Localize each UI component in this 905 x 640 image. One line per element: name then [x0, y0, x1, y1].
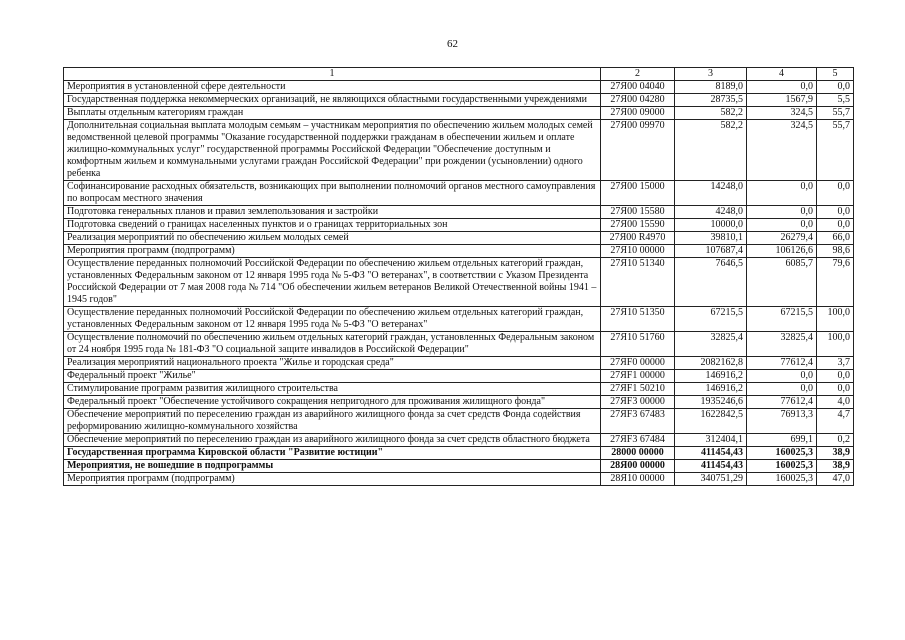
row-actual-cell: 0,0 — [747, 383, 817, 396]
table-row — [64, 206, 854, 219]
row-percent-cell: 0,0 — [817, 219, 854, 232]
column-header: 4 — [747, 68, 817, 81]
row-percent-cell: 38,9 — [817, 460, 854, 473]
row-name-cell: Подготовка генеральных планов и правил землепользования и застройки — [64, 206, 601, 219]
row-actual-cell: 6085,7 — [747, 258, 817, 307]
row-actual-cell: 0,0 — [747, 181, 817, 206]
table-row — [64, 232, 854, 245]
row-name-cell: Мероприятия программ (подпрограмм) — [64, 473, 601, 486]
row-code-cell: 27ЯF1 50210 — [601, 383, 675, 396]
row-name-cell: Подготовка сведений о границах населенных пунктов и о границах территориальных зон — [64, 219, 601, 232]
row-code-cell: 27ЯF3 00000 — [601, 396, 675, 409]
table-row — [64, 332, 854, 357]
row-code-cell: 27Я00 15000 — [601, 181, 675, 206]
row-code-cell: 27Я10 51760 — [601, 332, 675, 357]
table-header-row — [64, 68, 854, 81]
table-row — [64, 383, 854, 396]
row-plan-cell: 582,2 — [675, 107, 747, 120]
row-code-cell: 27Я10 00000 — [601, 245, 675, 258]
row-name-cell: Мероприятия программ (подпрограмм) — [64, 245, 601, 258]
row-plan-cell: 1622842,5 — [675, 409, 747, 434]
row-code-cell: 27Я10 51340 — [601, 258, 675, 307]
row-plan-cell: 312404,1 — [675, 434, 747, 447]
table-row — [64, 434, 854, 447]
row-name-cell: Государственная программа Кировской области "Развитие юстиции" — [64, 447, 601, 460]
row-percent-cell: 98,6 — [817, 245, 854, 258]
row-name-cell: Дополнительная социальная выплата молодым семьям – участникам мероприятия по обеспечению жильем молодых семей ведомственной целевой программы "Оказание государственной поддержки гражданам в обеспечении жильем и оплате жилищно-коммунальных услуг" государственной программы Российской Федерации "Обеспечение доступным и комфортным жильем и коммунальными услугами граждан Российской Федерации" при рождении (усыновлении) одного ребенка — [64, 120, 601, 181]
row-plan-cell: 1935246,6 — [675, 396, 747, 409]
row-plan-cell: 10000,0 — [675, 219, 747, 232]
table-row — [64, 307, 854, 332]
row-actual-cell: 160025,3 — [747, 460, 817, 473]
table-row — [64, 258, 854, 307]
row-name-cell: Осуществление переданных полномочий Российской Федерации по обеспечению жильем отдельных категорий граждан, установленных Федеральным законом от 12 января 1995 года № 5-ФЗ "О ветеранах", в соответствии с Указом Президента Российской Федерации от 7 мая 2008 года № 714 "Об обеспечении жильем ветеранов Великой Отечественной войны 1941 – 1945 годов" — [64, 258, 601, 307]
row-name-cell: Осуществление полномочий по обеспечению жильем отдельных категорий граждан, установленных Федеральным законом от 24 ноября 1995 года № 181-ФЗ "О социальной защите инвалидов в Российской Федерации" — [64, 332, 601, 357]
row-code-cell: 28Я00 00000 — [601, 460, 675, 473]
table-row — [64, 81, 854, 94]
row-plan-cell: 14248,0 — [675, 181, 747, 206]
row-percent-cell: 38,9 — [817, 447, 854, 460]
row-percent-cell: 0,2 — [817, 434, 854, 447]
row-code-cell: 27Я00 04040 — [601, 81, 675, 94]
row-percent-cell: 47,0 — [817, 473, 854, 486]
table-row — [64, 396, 854, 409]
row-name-cell: Обеспечение мероприятий по переселению граждан из аварийного жилищного фонда за счет средств областного бюджета — [64, 434, 601, 447]
row-actual-cell: 67215,5 — [747, 307, 817, 332]
row-plan-cell: 2082162,8 — [675, 357, 747, 370]
row-actual-cell: 0,0 — [747, 370, 817, 383]
row-code-cell: 27Я00 09970 — [601, 120, 675, 181]
table-row — [64, 219, 854, 232]
row-code-cell: 27Я00 09000 — [601, 107, 675, 120]
row-plan-cell: 146916,2 — [675, 370, 747, 383]
row-actual-cell: 106126,6 — [747, 245, 817, 258]
row-plan-cell: 39810,1 — [675, 232, 747, 245]
table-row — [64, 181, 854, 206]
row-code-cell: 27Я00 04280 — [601, 94, 675, 107]
row-name-cell: Софинансирование расходных обязательств, возникающих при выполнении полномочий органов местного самоуправления по вопросам местного значения — [64, 181, 601, 206]
row-actual-cell: 77612,4 — [747, 357, 817, 370]
row-actual-cell: 77612,4 — [747, 396, 817, 409]
row-code-cell: 28000 00000 — [601, 447, 675, 460]
row-actual-cell: 1567,9 — [747, 94, 817, 107]
row-name-cell: Федеральный проект "Обеспечение устойчивого сокращения непригодного для проживания жилищного фонда" — [64, 396, 601, 409]
row-percent-cell: 55,7 — [817, 120, 854, 181]
row-plan-cell: 146916,2 — [675, 383, 747, 396]
row-actual-cell: 699,1 — [747, 434, 817, 447]
row-code-cell: 27ЯF1 00000 — [601, 370, 675, 383]
row-actual-cell: 32825,4 — [747, 332, 817, 357]
row-percent-cell: 0,0 — [817, 81, 854, 94]
table-row — [64, 473, 854, 486]
row-percent-cell: 79,6 — [817, 258, 854, 307]
row-plan-cell: 411454,43 — [675, 460, 747, 473]
table-row — [64, 370, 854, 383]
row-code-cell: 27Я10 51350 — [601, 307, 675, 332]
row-name-cell: Обеспечение мероприятий по переселению граждан из аварийного жилищного фонда за счет средств Фонда содействия реформированию жилищно-коммунального хозяйства — [64, 409, 601, 434]
row-actual-cell: 0,0 — [747, 206, 817, 219]
row-code-cell: 27Я00 R4970 — [601, 232, 675, 245]
table-row — [64, 120, 854, 181]
row-name-cell: Реализация мероприятий по обеспечению жильем молодых семей — [64, 232, 601, 245]
page-number: 62 — [447, 38, 458, 50]
row-plan-cell: 28735,5 — [675, 94, 747, 107]
row-plan-cell: 411454,43 — [675, 447, 747, 460]
row-percent-cell: 100,0 — [817, 332, 854, 357]
row-percent-cell: 0,0 — [817, 383, 854, 396]
table-row — [64, 357, 854, 370]
table-row — [64, 245, 854, 258]
row-percent-cell: 0,0 — [817, 370, 854, 383]
row-name-cell: Выплаты отдельным категориям граждан — [64, 107, 601, 120]
row-actual-cell: 324,5 — [747, 107, 817, 120]
row-percent-cell: 4,0 — [817, 396, 854, 409]
row-percent-cell: 4,7 — [817, 409, 854, 434]
column-header: 2 — [601, 68, 675, 81]
row-percent-cell: 100,0 — [817, 307, 854, 332]
row-percent-cell: 3,7 — [817, 357, 854, 370]
row-plan-cell: 107687,4 — [675, 245, 747, 258]
column-header: 5 — [817, 68, 854, 81]
row-actual-cell: 26279,4 — [747, 232, 817, 245]
row-name-cell: Реализация мероприятий национального проекта "Жилье и городская среда" — [64, 357, 601, 370]
row-percent-cell: 0,0 — [817, 206, 854, 219]
row-percent-cell: 0,0 — [817, 181, 854, 206]
column-header: 3 — [675, 68, 747, 81]
row-actual-cell: 160025,3 — [747, 473, 817, 486]
row-actual-cell: 0,0 — [747, 81, 817, 94]
row-percent-cell: 66,0 — [817, 232, 854, 245]
table-row — [64, 409, 854, 434]
row-code-cell: 28Я10 00000 — [601, 473, 675, 486]
table-row — [64, 107, 854, 120]
table-row — [64, 94, 854, 107]
row-percent-cell: 55,7 — [817, 107, 854, 120]
row-name-cell: Стимулирование программ развития жилищного строительства — [64, 383, 601, 396]
table-row — [64, 460, 854, 473]
row-name-cell: Государственная поддержка некоммерческих организаций, не являющихся областными государственными учреждениями — [64, 94, 601, 107]
row-plan-cell: 4248,0 — [675, 206, 747, 219]
row-actual-cell: 324,5 — [747, 120, 817, 181]
table-row — [64, 447, 854, 460]
column-header: 1 — [64, 68, 601, 81]
budget-table — [63, 67, 854, 486]
row-actual-cell: 0,0 — [747, 219, 817, 232]
row-actual-cell: 160025,3 — [747, 447, 817, 460]
row-plan-cell: 67215,5 — [675, 307, 747, 332]
row-name-cell: Федеральный проект "Жилье" — [64, 370, 601, 383]
row-name-cell: Осуществление переданных полномочий Российской Федерации по обеспечению жильем отдельных категорий граждан, установленных Федеральным законом от 12 января 1995 года № 5-ФЗ "О ветеранах" — [64, 307, 601, 332]
row-code-cell: 27Я00 15580 — [601, 206, 675, 219]
row-name-cell: Мероприятия в установленной сфере деятельности — [64, 81, 601, 94]
row-code-cell: 27ЯF3 67484 — [601, 434, 675, 447]
row-name-cell: Мероприятия, не вошедшие в подпрограммы — [64, 460, 601, 473]
row-plan-cell: 32825,4 — [675, 332, 747, 357]
row-plan-cell: 340751,29 — [675, 473, 747, 486]
row-plan-cell: 582,2 — [675, 120, 747, 181]
row-code-cell: 27ЯF3 67483 — [601, 409, 675, 434]
row-actual-cell: 76913,3 — [747, 409, 817, 434]
row-code-cell: 27Я00 15590 — [601, 219, 675, 232]
row-percent-cell: 5,5 — [817, 94, 854, 107]
row-code-cell: 27ЯF0 00000 — [601, 357, 675, 370]
row-plan-cell: 8189,0 — [675, 81, 747, 94]
row-plan-cell: 7646,5 — [675, 258, 747, 307]
